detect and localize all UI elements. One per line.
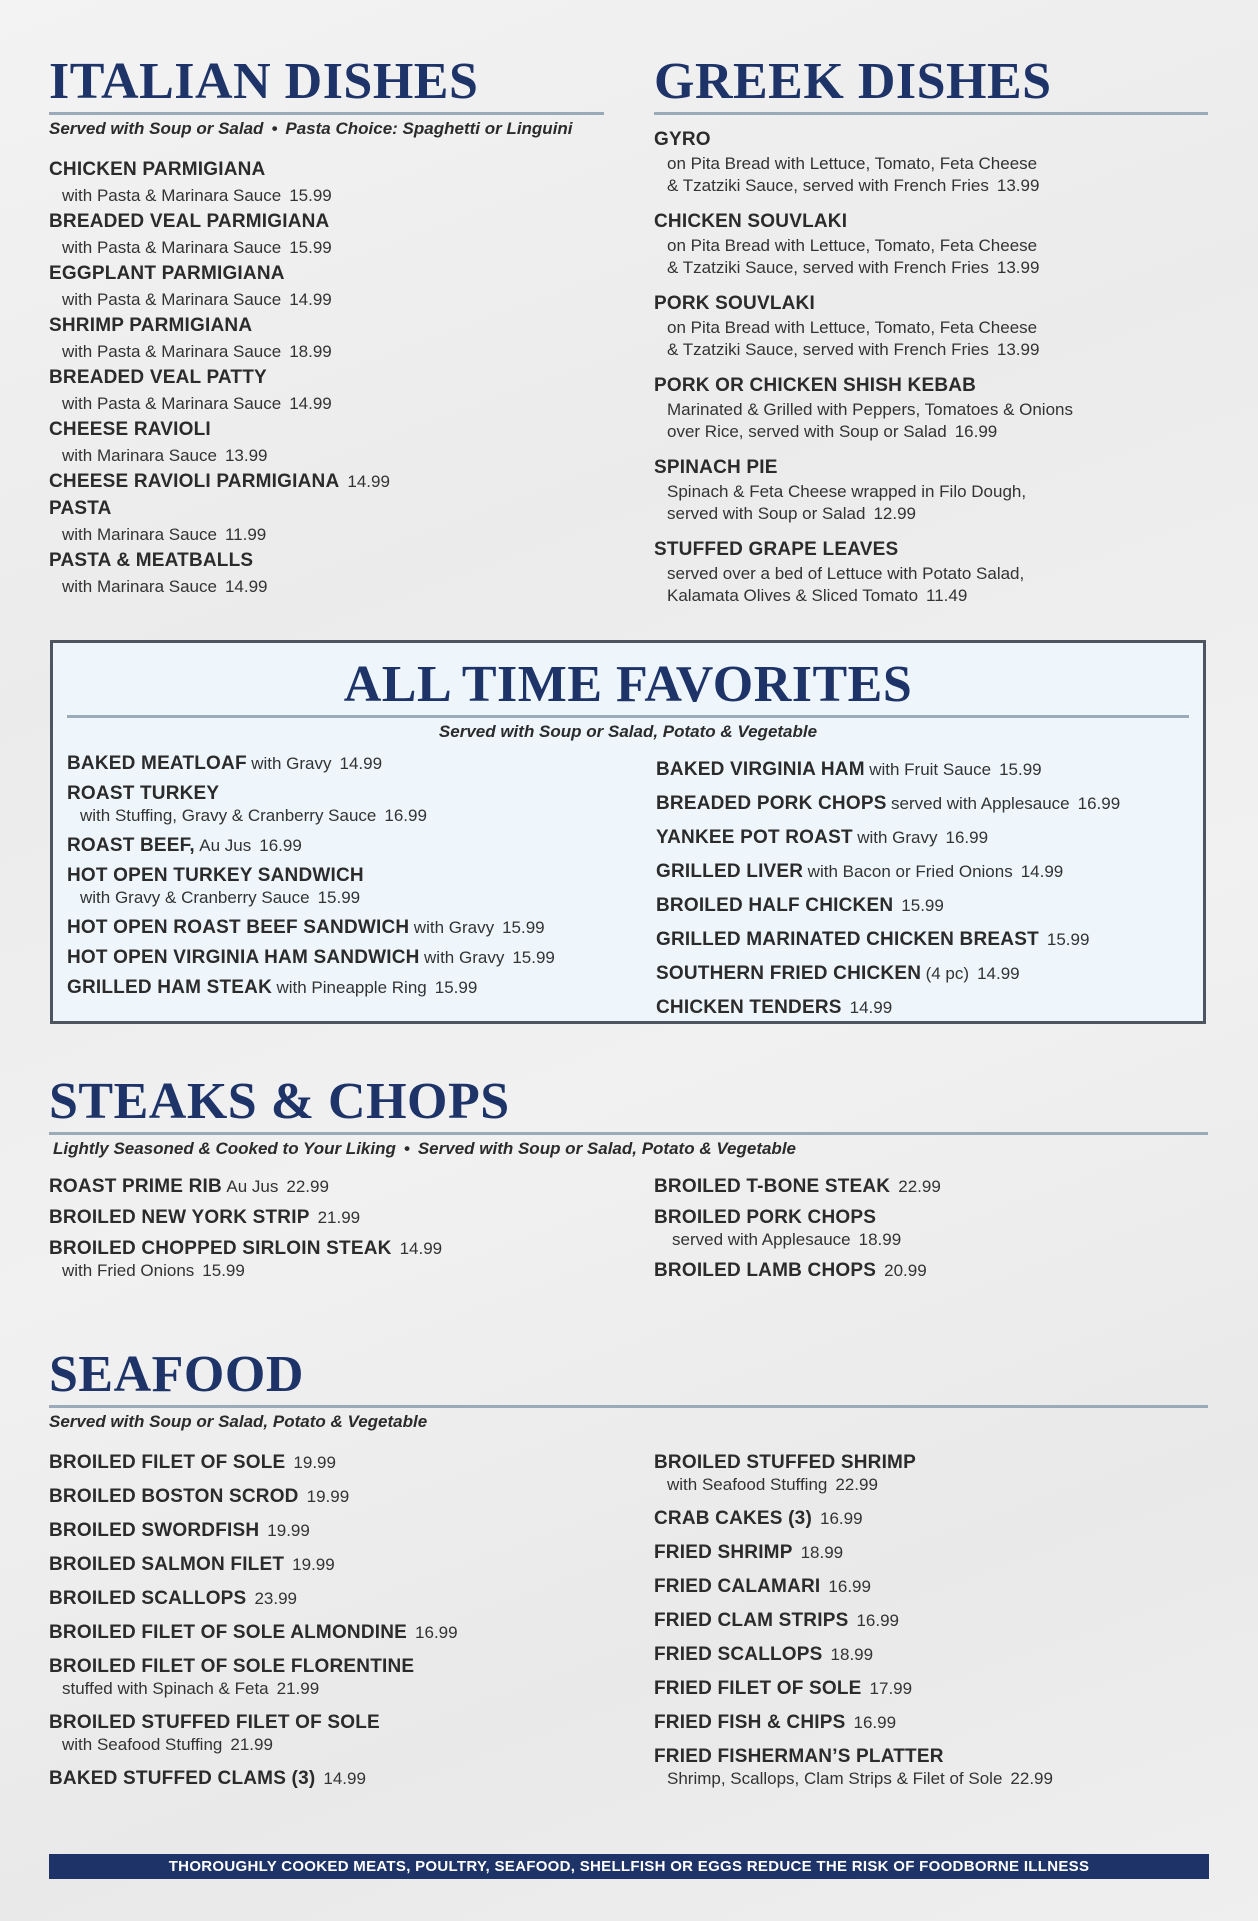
menu-item: BAKED STUFFED CLAMS (3) 14.99 [49,1768,366,1789]
menu-item: HOT OPEN ROAST BEEF SANDWICH with Gravy 15.99 [67,917,545,938]
menu-item: BROILED PORK CHOPS served with Applesauce 18.99 [654,1207,902,1249]
favorites-left-list [67,753,627,999]
menu-item: ROAST TURKEY with Stuffing, Gravy & Cranberry Sauce 16.99 [67,783,427,825]
favorites-subtitle: Served with Soup or Salad, Potato & Vegetable [438,722,818,741]
menu-item: FRIED FISHERMAN’S PLATTER Shrimp, Scallops, Clam Strips & Filet of Sole 22.99 [654,1746,1053,1788]
menu-item: BROILED CHOPPED SIRLOIN STEAK 14.99 with Fried Onions 15.99 [49,1238,443,1280]
menu-item: CHICKEN PARMIGIANA with Pasta & Marinara Sauce 15.99 [49,159,332,205]
steaks-section [49,1072,1208,1159]
menu-item: FRIED CLAM STRIPS 16.99 [654,1610,900,1631]
steaks-left-list [49,1176,609,1282]
menu-item: BROILED T-BONE STEAK 22.99 [654,1176,941,1197]
italian-title: ITALIAN DISHES [49,52,604,115]
menu-item: CRAB CAKES (3) 16.99 [654,1508,863,1529]
steaks-title: STEAKS & CHOPS [49,1072,1208,1135]
italian-subtitle: Served with Soup or Salad • Pasta Choice: Spaghetti or Linguini [49,119,573,138]
seafood-title: SEAFOOD [49,1345,1208,1408]
menu-item: BROILED STUFFED FILET OF SOLE with Seafood Stuffing 21.99 [49,1712,380,1754]
menu-item: ROAST PRIME RIB Au Jus 22.99 [49,1176,329,1197]
menu-item: PORK OR CHICKEN SHISH KEBAB Marinated & Grilled with Peppers, Tomatoes & Onions over Rice, served with Soup or Salad 16.99 [654,375,1073,441]
menu-item: BROILED BOSTON SCROD 19.99 [49,1486,350,1507]
menu-item: CHEESE RAVIOLI PARMIGIANA 14.99 [49,471,390,492]
menu-item: BROILED FILET OF SOLE 19.99 [49,1452,336,1473]
menu-item: SPINACH PIE Spinach & Feta Cheese wrapped in Filo Dough, served with Soup or Salad 12.99 [654,457,1027,523]
greek-section [654,52,1208,115]
bullet-separator: • [271,119,278,138]
menu-item: GYRO on Pita Bread with Lettuce, Tomato, Feta Cheese & Tzatziki Sauce, served with French Fries 13.99 [654,129,1040,195]
menu-item: FRIED SCALLOPS 18.99 [654,1644,874,1665]
menu-item: SHRIMP PARMIGIANA with Pasta & Marinara Sauce 18.99 [49,315,332,361]
menu-item: GRILLED HAM STEAK with Pineapple Ring 15.99 [67,977,478,998]
italian-section [49,52,604,139]
seafood-subtitle: Served with Soup or Salad, Potato & Vegetable [49,1412,428,1431]
menu-item: BROILED HALF CHICKEN 15.99 [656,895,944,916]
menu-item: PASTA & MEATBALLS with Marinara Sauce 14.99 [49,550,268,596]
menu-item: BROILED SWORDFISH 19.99 [49,1520,310,1541]
greek-title: GREEK DISHES [654,52,1208,115]
menu-item: HOT OPEN TURKEY SANDWICH with Gravy & Cranberry Sauce 15.99 [67,865,364,907]
seafood-left-list [49,1452,609,1790]
italian-list [49,157,604,600]
menu-item: STUFFED GRAPE LEAVES served over a bed of Lettuce with Potato Salad, Kalamata Olives & Sliced Tomato 11.49 [654,539,1025,605]
menu-item: CHEESE RAVIOLI with Marinara Sauce 13.99 [49,419,268,465]
menu-item: GRILLED MARINATED CHICKEN BREAST 15.99 [656,929,1090,950]
menu-item: BROILED FILET OF SOLE FLORENTINE stuffed with Spinach & Feta 21.99 [49,1656,415,1698]
favorites-right-list [656,753,1201,1025]
menu-item: FRIED CALAMARI 16.99 [654,1576,871,1597]
steaks-right-list [654,1176,1208,1282]
favorites-title: ALL TIME FAVORITES [67,655,1189,718]
seafood-right-list [654,1452,1208,1790]
menu-item: BAKED VIRGINIA HAM with Fruit Sauce 15.99 [656,759,1042,780]
menu-item: YANKEE POT ROAST with Gravy 16.99 [656,827,989,848]
menu-item: FRIED SHRIMP 18.99 [654,1542,844,1563]
menu-item: FRIED FILET OF SOLE 17.99 [654,1678,913,1699]
steaks-subtitle: Lightly Seasoned & Cooked to Your Liking • Served with Soup or Salad, Potato & Vegetable [53,1139,796,1158]
menu-item: BROILED STUFFED SHRIMP with Seafood Stuffing 22.99 [654,1452,916,1494]
menu-item: BREADED PORK CHOPS served with Applesauce 16.99 [656,793,1121,814]
seafood-section [49,1345,1208,1432]
menu-item: BROILED NEW YORK STRIP 21.99 [49,1207,361,1228]
menu-item: HOT OPEN VIRGINIA HAM SANDWICH with Gravy 15.99 [67,947,555,968]
bullet-separator: • [403,1139,410,1158]
menu-item: FRIED FISH & CHIPS 16.99 [654,1712,897,1733]
menu-item: EGGPLANT PARMIGIANA with Pasta & Marinara Sauce 14.99 [49,263,332,309]
menu-item: SOUTHERN FRIED CHICKEN (4 pc) 14.99 [656,963,1020,984]
menu-item: BROILED FILET OF SOLE ALMONDINE 16.99 [49,1622,458,1643]
menu-item: BROILED SALMON FILET 19.99 [49,1554,335,1575]
menu-item: CHICKEN SOUVLAKI on Pita Bread with Lettuce, Tomato, Feta Cheese & Tzatziki Sauce, served with French Fries 13.99 [654,211,1040,277]
greek-list [654,127,1208,607]
favorites-box [50,640,1206,1024]
menu-item: BREADED VEAL PARMIGIANA with Pasta & Marinara Sauce 15.99 [49,211,332,257]
menu-item: BROILED LAMB CHOPS 20.99 [654,1260,927,1281]
food-safety-notice: THOROUGHLY COOKED MEATS, POULTRY, SEAFOOD, SHELLFISH OR EGGS REDUCE THE RISK OF FOODBORNE ILLNESS [49,1854,1209,1879]
menu-item: ROAST BEEF, Au Jus 16.99 [67,835,302,856]
menu-item: PORK SOUVLAKI on Pita Bread with Lettuce, Tomato, Feta Cheese & Tzatziki Sauce, served with French Fries 13.99 [654,293,1040,359]
menu-item: GRILLED LIVER with Bacon or Fried Onions 14.99 [656,861,1064,882]
menu-item: CHICKEN TENDERS 14.99 [656,997,893,1018]
menu-item: BROILED SCALLOPS 23.99 [49,1588,297,1609]
menu-item: BAKED MEATLOAF with Gravy 14.99 [67,753,383,774]
menu-item: BREADED VEAL PATTY with Pasta & Marinara Sauce 14.99 [49,367,332,413]
menu-item: PASTA with Marinara Sauce 11.99 [49,498,267,544]
